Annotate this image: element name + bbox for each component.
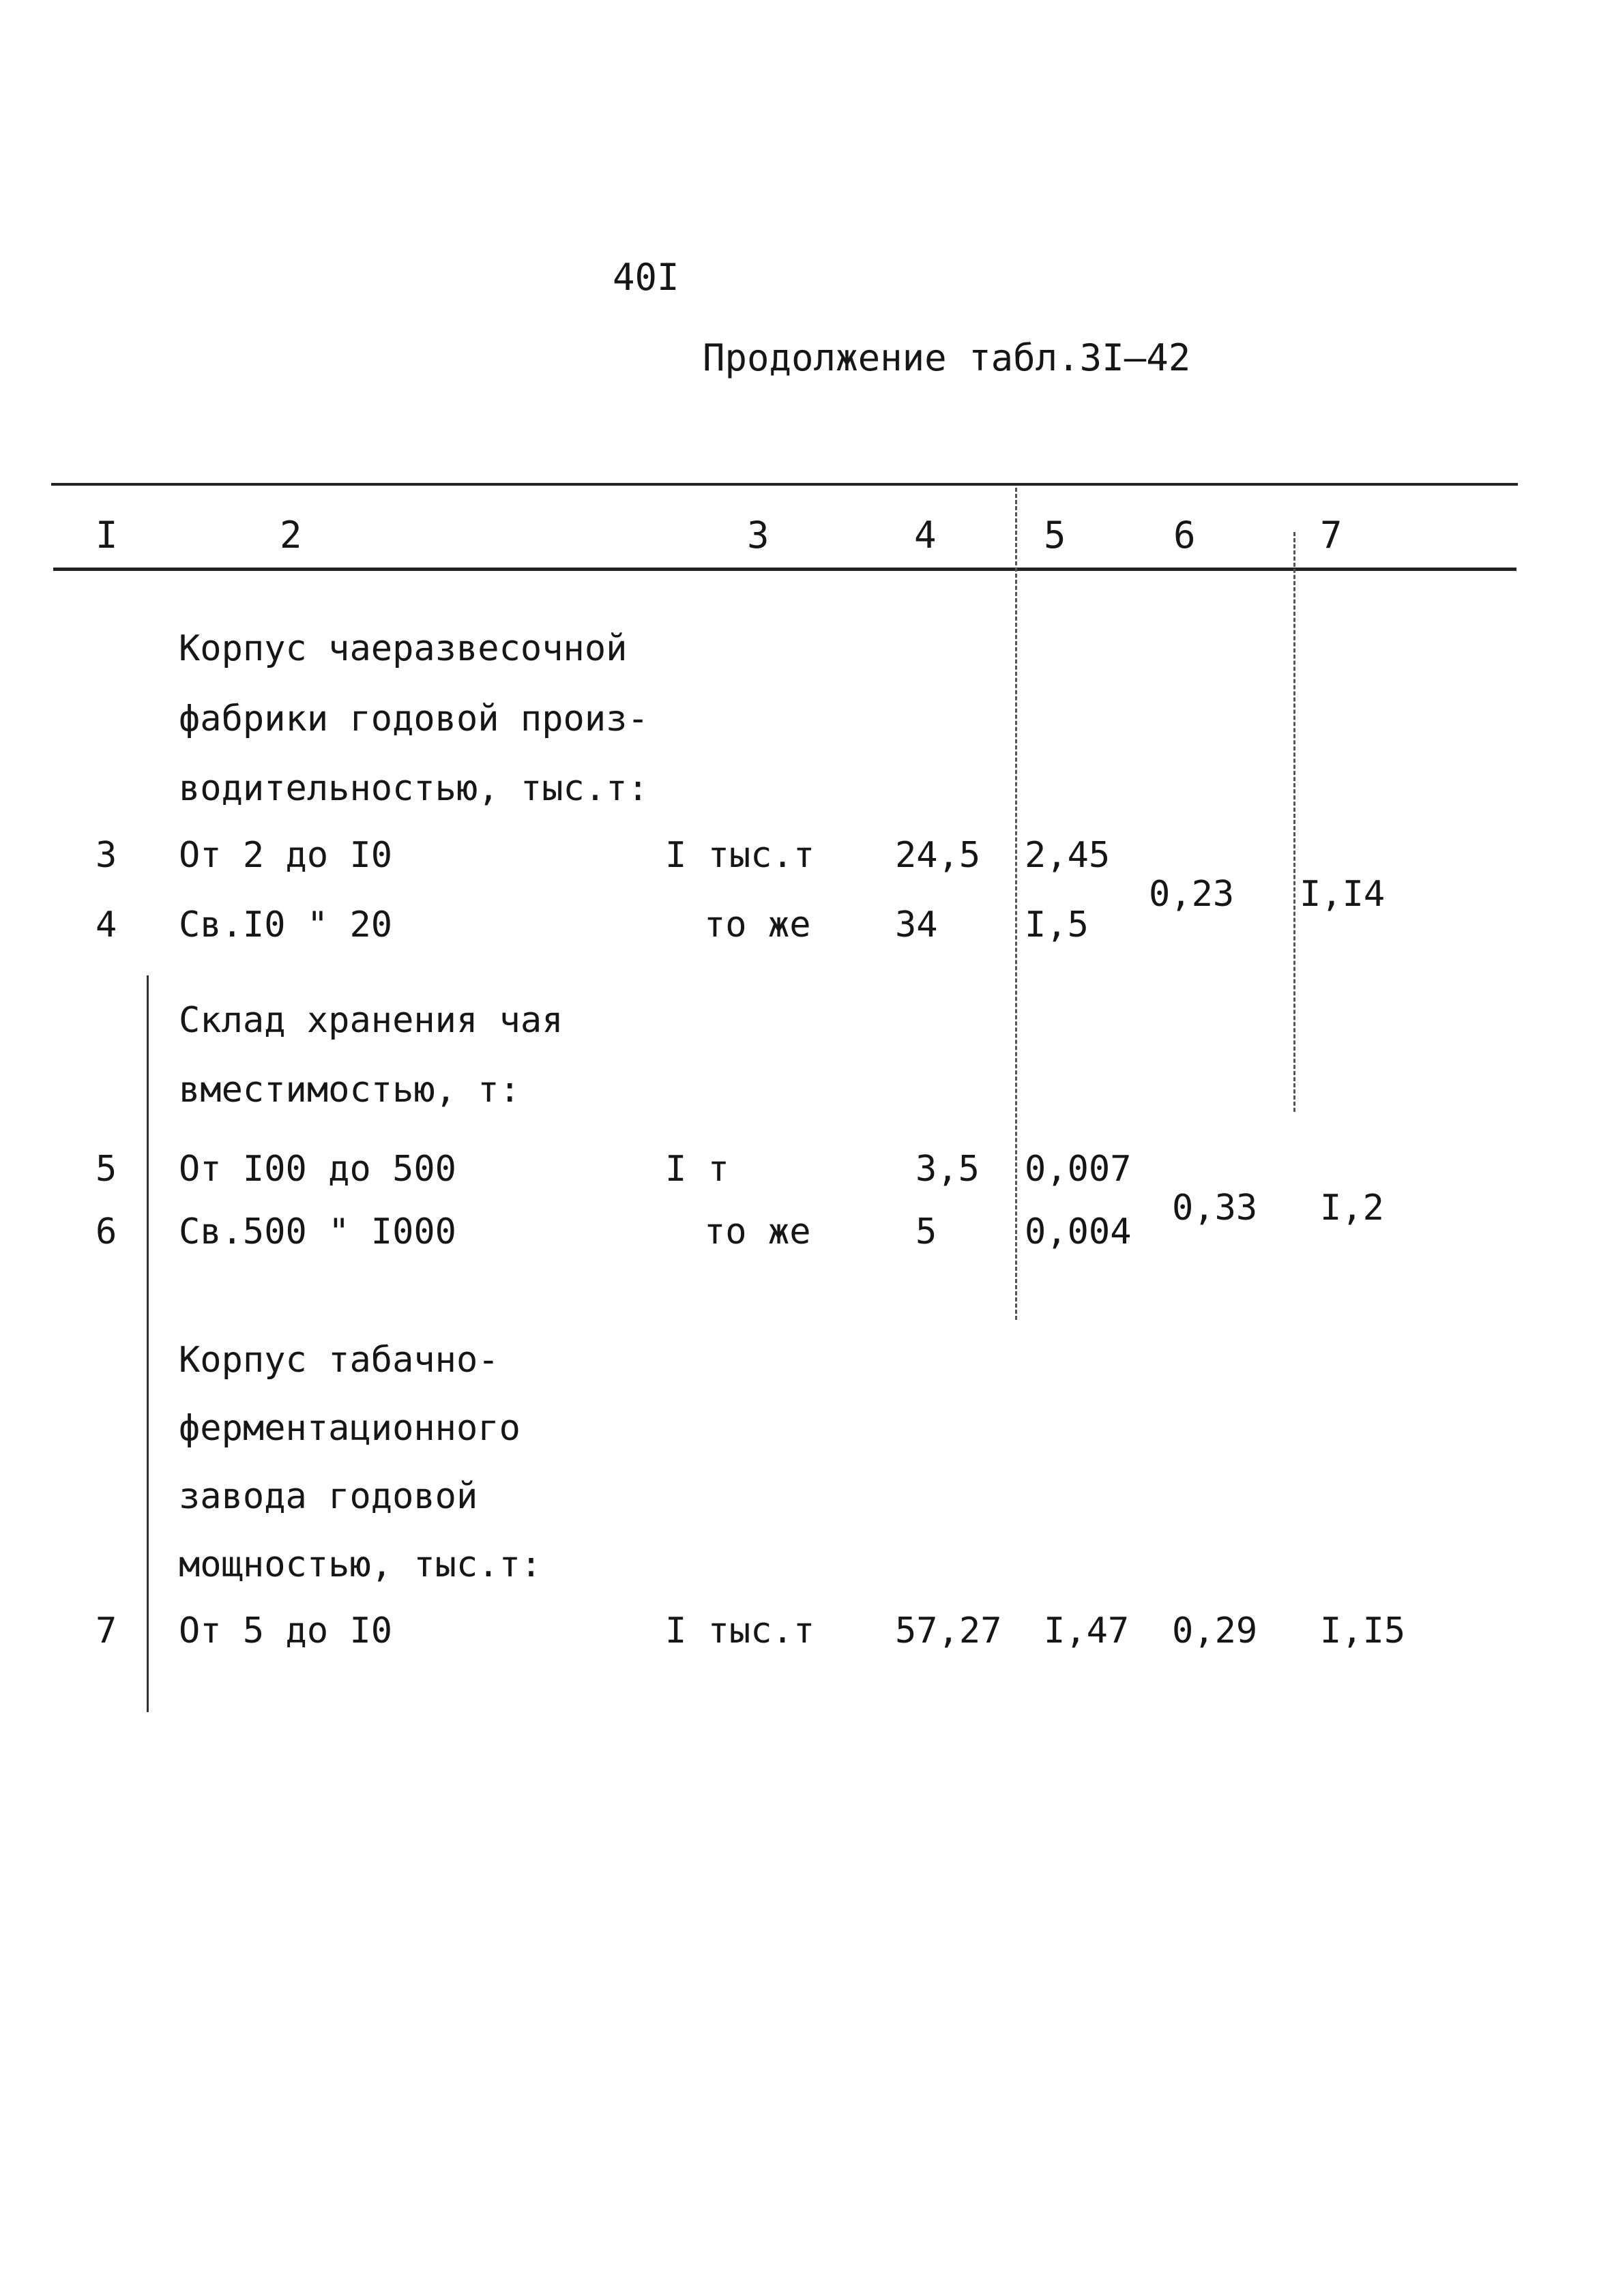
column-divider-1-2 <box>147 975 149 1712</box>
column-header-4: 4 <box>914 514 937 557</box>
row-col6: 0,29 <box>1172 1610 1258 1651</box>
row-number: 6 <box>96 1211 117 1252</box>
row-name: От 2 до I0 <box>179 835 393 876</box>
row-unit: I тыс.т <box>665 835 815 876</box>
row-name: Св.500 " I000 <box>179 1211 456 1252</box>
row-number: 3 <box>96 835 117 876</box>
section-title-line: вместимостью, т: <box>179 1070 521 1110</box>
column-header-2: 2 <box>280 514 302 557</box>
table-header-rule <box>53 568 1516 571</box>
page-number: 40I <box>613 256 679 299</box>
row-col4: 34 <box>895 904 938 945</box>
row-number: 5 <box>96 1149 117 1190</box>
row-name: Св.I0 " 20 <box>179 904 393 945</box>
row-col4: 5 <box>915 1211 937 1252</box>
row-col5: 0,004 <box>1025 1211 1132 1252</box>
group-col6: 0,33 <box>1172 1188 1258 1228</box>
column-header-6: 6 <box>1173 514 1196 557</box>
section-title-line: мощностью, тыс.т: <box>179 1544 542 1585</box>
row-col5: 0,007 <box>1025 1149 1132 1190</box>
group-col7: I,I4 <box>1300 874 1386 915</box>
row-col5: I,5 <box>1025 904 1089 945</box>
section-title-line: фабрики годовой произ- <box>179 698 649 739</box>
column-header-3: 3 <box>747 514 770 557</box>
row-unit: I тыс.т <box>665 1610 815 1651</box>
row-number: 4 <box>96 904 117 945</box>
row-name: От I00 до 500 <box>179 1149 456 1190</box>
group-col6: 0,23 <box>1149 874 1235 915</box>
column-header-1: I <box>96 514 118 557</box>
section-title-line: Склад хранения чая <box>179 1000 563 1041</box>
section-title-line: водительностью, тыс.т: <box>179 768 649 809</box>
row-unit: то же <box>704 1211 811 1252</box>
column-divider-4-5 <box>1015 488 1017 1320</box>
row-unit: то же <box>704 904 811 945</box>
table-continuation-title: Продолжение табл.3I–42 <box>703 336 1191 379</box>
section-title-line: Корпус табачно- <box>179 1340 499 1381</box>
row-name: От 5 до I0 <box>179 1610 393 1651</box>
row-col5: 2,45 <box>1025 835 1111 876</box>
row-col4: 57,27 <box>895 1610 1002 1651</box>
column-header-5: 5 <box>1044 514 1066 557</box>
row-col7: I,I5 <box>1320 1610 1406 1651</box>
group-col7: I,2 <box>1320 1188 1384 1228</box>
section-title-line: Корпус чаеразвесочной <box>179 628 628 669</box>
row-number: 7 <box>96 1610 117 1651</box>
table-top-rule <box>51 483 1518 486</box>
row-col4: 24,5 <box>895 835 981 876</box>
column-divider-6-7 <box>1293 532 1295 1112</box>
section-title-line: завода годовой <box>179 1476 478 1517</box>
column-header-7: 7 <box>1320 514 1343 557</box>
row-col4: 3,5 <box>915 1149 980 1190</box>
row-col5: I,47 <box>1044 1610 1130 1651</box>
section-title-line: ферментационного <box>179 1408 521 1449</box>
row-unit: I т <box>665 1149 729 1190</box>
